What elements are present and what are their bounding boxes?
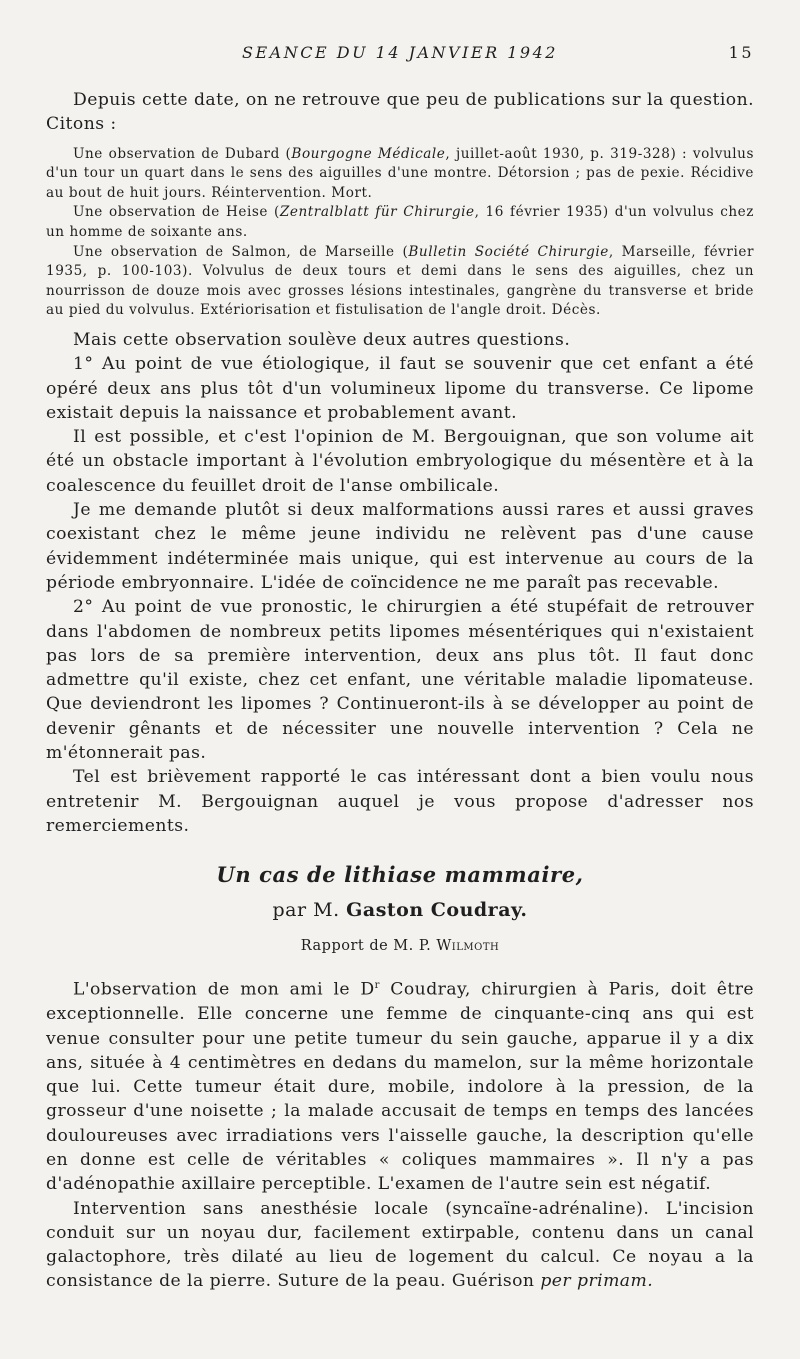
citation-source: Bourgogne Médicale [291, 145, 446, 162]
citation-heise: Une observation de Heise (Zentralblatt für Chirurgie, 16 février 1935) d'un volvulus chez un homme de soixante ans. [46, 204, 754, 240]
page-body [46, 88, 754, 1294]
running-header [46, 43, 754, 65]
paragraph-conclusion: Tel est brièvement rapporté le cas intéressant dont a bien voulu nous entretenir M. Bergouignan auquel je vous propose d'adresser nos remerciements. [46, 767, 754, 836]
page-number: 15 [728, 43, 754, 62]
citation-salmon: Une observation de Salmon, de Marseille (Bulletin Société Chirurgie, Marseille, février 1935, p. 100-103). Volvulus de deux tours et demi dans le sens des aiguilles, chez un nourrisson de douze mois avec grosses lésions intestinales, gangrène du transverse et bride au pied du volvulus. Extériorisation et fistulisation de l'angle droit. Décès. [46, 243, 754, 319]
article-title: Un cas de lithiase mammaire, [216, 862, 584, 888]
running-title: SEANCE DU 14 JANVIER 1942 [242, 43, 558, 62]
paragraph-malformations: Je me demande plutôt si deux malformations aussi rares et aussi graves coexistant chez le même jeune individu ne relèvent pas d'une cause évidemment indéterminée mais unique, qui est intervenue au cours de la période embryonnaire. L'idée de coïncidence ne me paraît pas recevable. [46, 500, 754, 593]
citation-dubard: Une observation de Dubard (Bourgogne Médicale, juillet-août 1930, p. 319-328) : volvulus d'un tour un quart dans le sens des aiguilles d'une montre. Détorsion ; pas de pexie. Récidive au bout de huit jours. Réintervention. Mort. [46, 145, 754, 201]
citation-source: Bulletin Société Chirurgie [408, 243, 609, 260]
intro-paragraph: Depuis cette date, on ne retrouve que peu de publications sur la question. Citons : [46, 90, 754, 135]
paragraph-opinion: Il est possible, et c'est l'opinion de M. Bergouignan, que son volume ait été un obstacle important à l'évolution embryologique du mésentère et à la coalescence du feuillet droit de l'anse ombilicale. [46, 427, 754, 496]
intervention-paragraph: Intervention sans anesthésie locale (syncaïne-adrénaline). L'incision conduit sur un noyau dur, facilement extirpable, contenu dans un canal galactophore, très dilaté au lieu de logement du calcul. Ce noyau a la consistance de la pierre. Suture de la peau. Guérison per primam. [46, 1198, 754, 1292]
article-author: par M. Gaston Coudray. [272, 899, 528, 922]
citation-source: Zentralblatt für Chirurgie [279, 204, 475, 221]
case-paragraph: L'observation de mon ami le $D^r$ Coudray, chirurgien à Paris, doit être exceptionnelle. Elle concerne une femme de cinquante-cinq ans qui est venue consulter pour une petite tumeur du sein gauche, apparue il y a dix ans, située à 4 centimètres en dedans du mamelon, sur la même horizontale que lui. Cette tumeur était dure, mobile, indolore à la pression, de la grosseur d'une noisette ; la malade accusait de temps en temps des lancées douloureuses avec irradiations vers l'aisselle gauche, la description qu'elle en donne est celle de véritables « coliques mammaires ». Il n'y a pas d'adénopathie axillaire perceptible. L'examen de l'autre sein est négatif. [46, 979, 754, 1195]
article-report: Rapport de M. P. Wilmoth [300, 938, 500, 955]
paragraph-etiology: 1° Au point de vue étiologique, il faut se souvenir que cet enfant a été opéré deux ans plus tôt d'un volumineux lipome du transverse. Ce lipome existait depuis la naissance et probablement avant. [46, 354, 754, 423]
paragraph-questions: Mais cette observation soulève deux autres questions. [73, 329, 571, 350]
paragraph-prognosis: 2° Au point de vue pronostic, le chirurgien a été stupéfait de retrouver dans l'abdomen de nombreux petits lipomes mésentériques qui n'existaient pas lors de sa première intervention, deux ans plus tôt. Il faut donc admettre qu'il existe, chez cet enfant, une véritable maladie lipomateuse. Que deviendront les lipomes ? Continueront-ils à se développer au point de devenir gênants et de nécessiter une nouvelle intervention ? Cela ne m'étonnerait pas. [46, 597, 754, 763]
